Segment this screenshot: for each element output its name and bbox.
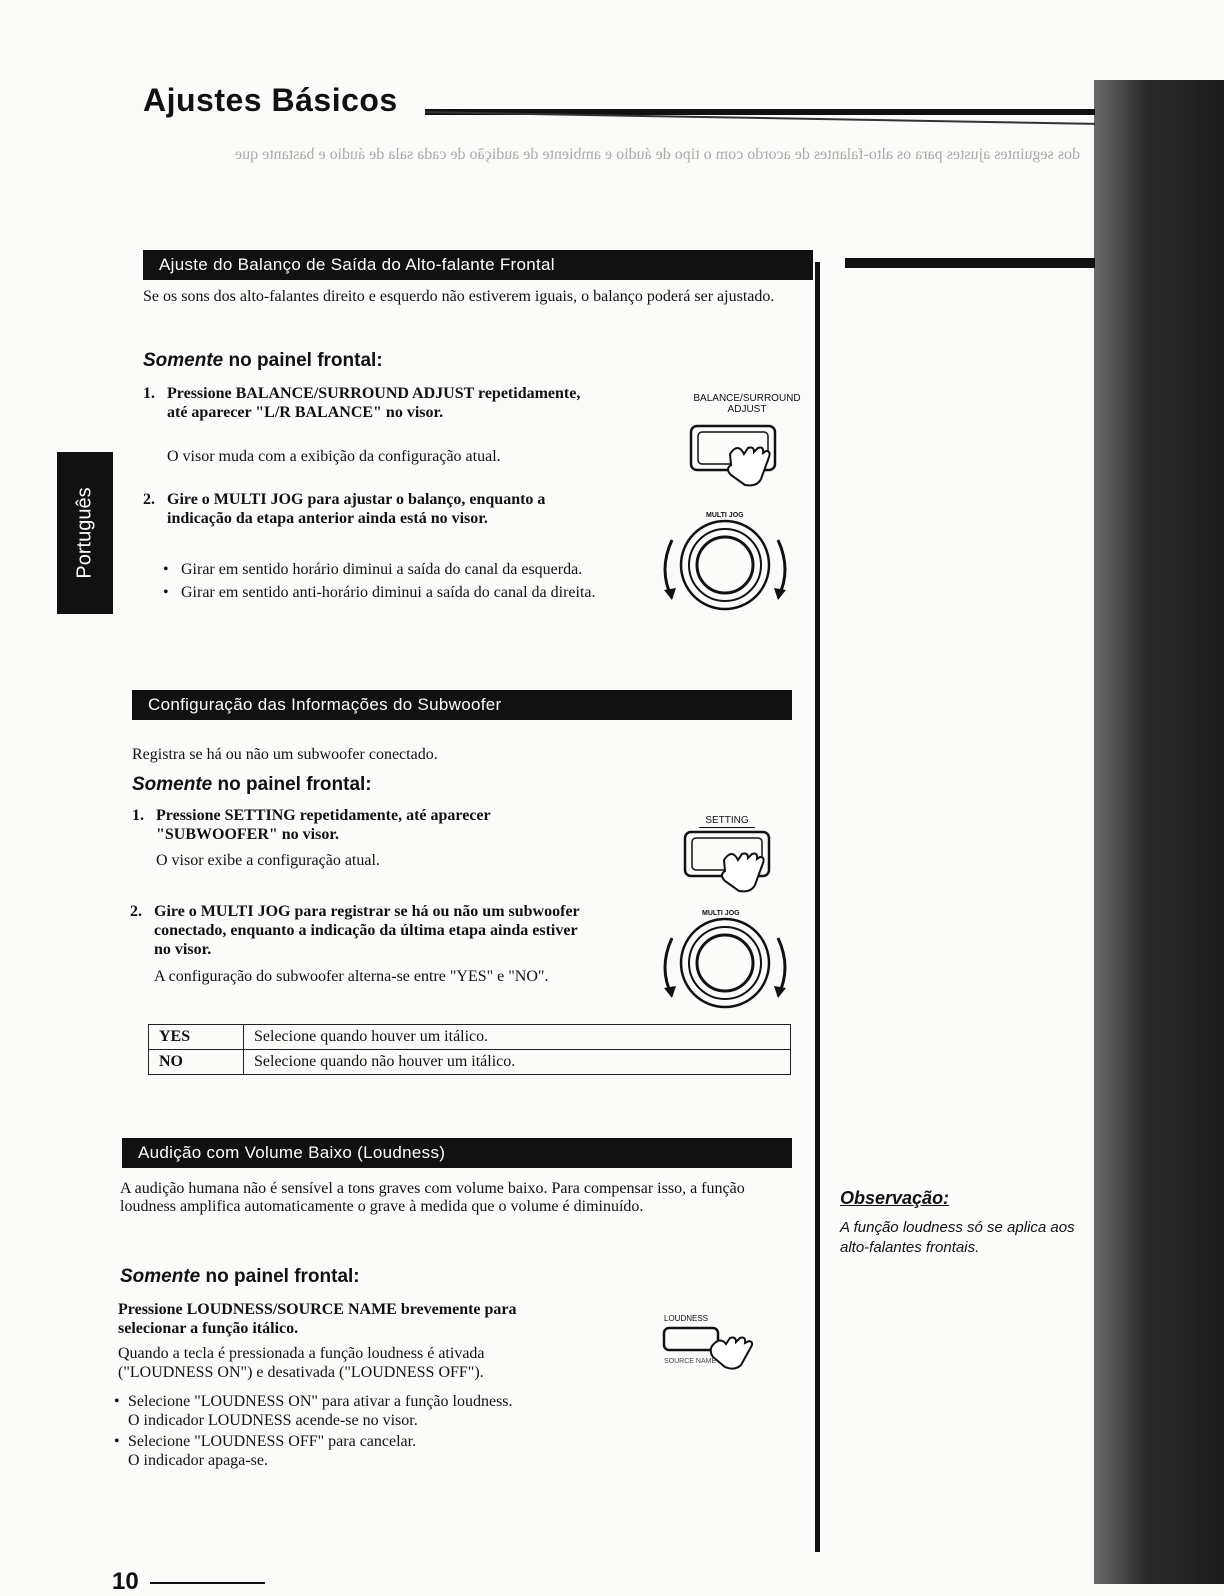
table-cell-key: YES (149, 1025, 244, 1050)
section1-bullet-2: Girar em sentido anti-horário diminui a saída do canal da direita. (181, 584, 596, 601)
language-tab (57, 452, 113, 614)
section1-header: Ajuste do Balanço de Saída do Alto-falante Frontal (143, 250, 813, 280)
section3-bullet-1-note: O indicador LOUDNESS acende-se no visor. (128, 1412, 418, 1429)
section3-step: Pressione LOUDNESS/SOURCE NAME brevemente para selecionar a função itálico. (118, 1301, 517, 1337)
table-cell-value: Selecione quando não houver um itálico. (244, 1050, 791, 1075)
section1-step1-instruction: Pressione BALANCE/SURROUND ADJUST repetidamente, até aparecer "L/R BALANCE" no visor. (167, 385, 581, 421)
section1-bullet-list (163, 560, 613, 602)
balance-jog-label: MULTI JOG (706, 512, 744, 519)
section3-subheading-em: Somente (120, 1266, 201, 1287)
section2-step1-number: 1. (132, 807, 144, 824)
setting-button-illustration (682, 826, 782, 906)
section1-step2 (143, 490, 607, 528)
section1-intro: Se os sons dos alto-falantes direito e esquerdo não estiverem iguais, o balanço poderá ser ajustado. (143, 288, 775, 305)
note-text: A função loudness só se aplica aos alto-falantes frontais. (840, 1219, 1075, 1256)
list-item: • Selecione "LOUDNESS ON" para ativar a função loudness. (114, 1393, 513, 1410)
section1-step2-instruction: Gire o MULTI JOG para ajustar o balanço, enquanto a indicação da etapa anterior ainda está no visor. (167, 491, 546, 527)
section2-step2-note: A configuração do subwoofer alterna-se entre "YES" e "NO". (154, 968, 549, 985)
section3-bullet-2-note: O indicador apaga-se. (128, 1452, 268, 1469)
language-tab-label: Português (73, 487, 96, 579)
list-item: • Girar em sentido anti-horário diminui a saída do canal da direita. (163, 584, 596, 601)
source-name-label: SOURCE NAME (664, 1358, 717, 1365)
section1-bullet-1: Girar em sentido horário diminui a saída do canal da esquerda. (181, 561, 583, 578)
balance-button-label-line2: ADJUST (727, 404, 767, 415)
section2-step2-instruction: Gire o MULTI JOG para registrar se há ou não um subwoofer conectado, enquanto a indicação da última etapa ainda estiver no visor. (154, 903, 580, 958)
bleed-through-text: dos seguintes ajustes para os alto-falantes de acordo com o tipo de áudio e ambiente de audição de cada sala de áudio e bastante que (234, 146, 1080, 163)
right-column-top-rule (845, 258, 1095, 268)
section1-step1-number: 1. (143, 385, 155, 402)
table-cell-key: NO (149, 1050, 244, 1075)
page-title: Ajustes Básicos (143, 82, 398, 118)
section2-subheading (132, 774, 372, 796)
section3-subheading-rest: no painel frontal: (200, 1266, 360, 1287)
section2-subheading-em: Somente (132, 774, 213, 795)
page-number: 10 (112, 1568, 139, 1595)
table-cell-value: Selecione quando houver um itálico. (244, 1025, 791, 1050)
section3-bullet-1: Selecione "LOUDNESS ON" para ativar a função loudness. (128, 1393, 513, 1410)
section3-step-note: Quando a tecla é pressionada a função loudness é ativada ("LOUDNESS ON") e desativada ("LOUDNESS OFF"). (118, 1345, 485, 1381)
section3-subheading (120, 1266, 360, 1288)
setting-jog-dial-illustration (650, 908, 800, 1018)
subwoofer-options-table (148, 1024, 791, 1075)
balance-button-label (672, 393, 822, 415)
column-divider (815, 262, 820, 1552)
section2-header: Configuração das Informações do Subwoofer (132, 690, 792, 720)
table-row (149, 1050, 791, 1075)
list-item: • Selecione "LOUDNESS OFF" para cancelar. (114, 1433, 417, 1450)
page-edge-shadow (1094, 80, 1224, 1584)
section1-subheading-em: Somente (143, 350, 224, 371)
section3-bullet-list (114, 1392, 594, 1470)
section1-subheading (143, 350, 383, 372)
note-title: Observação: (840, 1188, 950, 1208)
section1-step2-number: 2. (143, 491, 155, 508)
section2-intro: Registra se há ou não um subwoofer conectado. (132, 746, 438, 763)
section2-step1-instruction: Pressione SETTING repetidamente, até aparecer "SUBWOOFER" no visor. (156, 807, 491, 843)
section2-subheading-rest: no painel frontal: (212, 774, 372, 795)
balance-button-illustration (688, 420, 788, 500)
table-row (149, 1025, 791, 1050)
section2-step2 (130, 902, 584, 959)
loudness-button-illustration (660, 1322, 780, 1382)
section1-step1 (143, 384, 587, 422)
section1-subheading-rest: no painel frontal: (223, 350, 383, 371)
loudness-button-label: LOUDNESS (664, 1314, 709, 1323)
section3-bullet-2: Selecione "LOUDNESS OFF" para cancelar. (128, 1433, 417, 1450)
balance-button-label-line1: BALANCE/SURROUND (693, 393, 801, 404)
section2-step2-number: 2. (130, 903, 142, 920)
section2-step1-note: O visor exibe a configuração atual. (156, 852, 380, 869)
section3-intro: A audição humana não é sensível a tons graves com volume baixo. Para compensar isso, a função loudness amplifica automaticamente o grave à medida que o volume é diminuído. (120, 1180, 745, 1215)
section3-header: Audição com Volume Baixo (Loudness) (122, 1138, 792, 1168)
setting-button-label: SETTING (699, 815, 754, 828)
setting-jog-label: MULTI JOG (702, 910, 740, 917)
list-item: • Girar em sentido horário diminui a saída do canal da esquerda. (163, 561, 583, 578)
balance-jog-dial-illustration (650, 510, 800, 620)
section2-step1 (132, 806, 576, 844)
section1-step1-note: O visor muda com a exibição da configuração atual. (167, 448, 501, 465)
